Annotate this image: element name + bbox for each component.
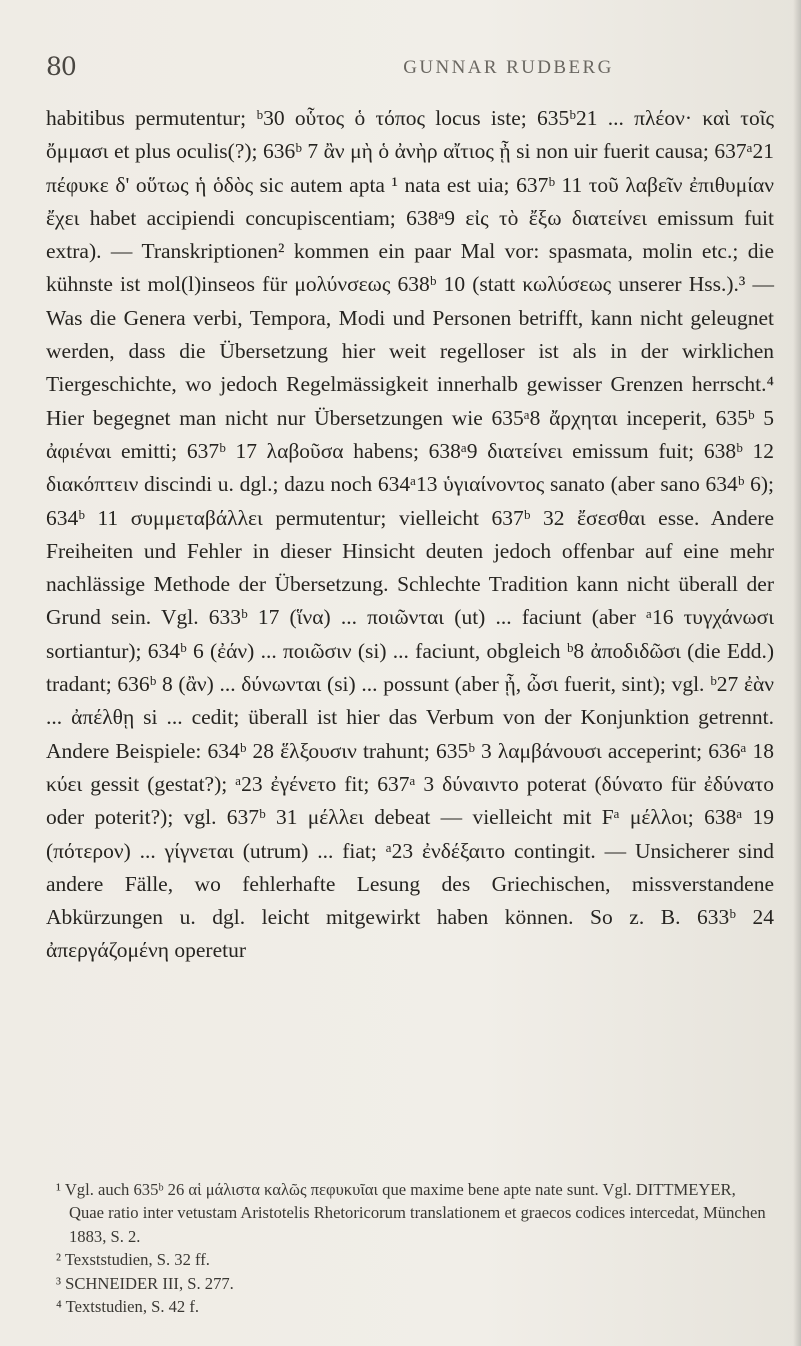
footnotes: [46, 1178, 774, 1318]
footnote-4: ⁴ Textstudien, S. 42 f.: [56, 1297, 200, 1317]
page-header: [46, 52, 771, 92]
footnote-3: ³ SCHNEIDER III, S. 277.: [56, 1273, 234, 1293]
footnote-2: ² Texststudien, S. 32 ff.: [56, 1250, 210, 1270]
main-text: [46, 102, 774, 968]
page-edge-shadow: [793, 0, 801, 1346]
footnote-1: ¹ Vgl. auch 635ᵇ 26 αἱ μάλιστα καλῶς πεφυκυῖαι que maxime bene apte nate sunt. Vgl. DITTMEYER, Quae ratio inter vetustam Aristotelis Rhetoricorum translationem et graecos codices intercedat, München 1883, S. 2.: [56, 1180, 766, 1246]
page-number: 80: [46, 52, 76, 81]
running-title: GUNNAR RUDBERG: [403, 57, 614, 78]
body-paragraph: habitibus permutentur; ᵇ30 οὗτος ὁ τόπος locus iste; 635ᵇ21 ... πλέον· καὶ τοῖς ὄμμασι et plus oculis(?); 636ᵇ 7 ἂν μὴ ὁ ἀνὴρ αἴτιος ᾖ si non uir fuerit causa; 637ᵃ21 πέφυκε δ' οὕτως ἡ ὁδὸς sic autem apta ¹ nata est uia; 637ᵇ 11 τοῦ λαβεῖν ἐπιθυμίαν ἔχει habet accipiendi concupiscentiam; 638ᵃ9 εἰς τὸ ἔξω διατείνει emissum fuit extra). — Transkriptionen² kommen ein paar Mal vor: spasmata, molin etc.; die kühnste ist mol(l)inseos für μολύνσεως 638ᵇ 10 (statt κωλύσεως unserer Hss.).³ — Was die Genera verbi, Tempora, Modi und Personen betrifft, kann nicht geleugnet werden, dass die Übersetzung hier weit regelloser ist als in der wirklichen Tiergeschichte, wo jedoch Regelmässigkeit innerhalb gewisser Grenzen herrscht.⁴ Hier begegnet man nicht nur Übersetzungen wie 635ᵃ8 ἄρχηται inceperit, 635ᵇ 5 ἀφιέναι emitti; 637ᵇ 17 λαβοῦσα habens; 638ᵃ9 διατείνει emissum fuit; 638ᵇ 12 διακόπτειν discindi u. dgl.; dazu noch 634ᵃ13 ὑγιαίνοντος sanato (aber sano 634ᵇ 6); 634ᵇ 11 συμμεταβάλλει permutentur; vielleicht 637ᵇ 32 ἔσεσθαι esse. Andere Freiheiten und Fehler in dieser Hinsicht deuten jedoch offenbar auf eine mehr nachlässige Methode der Übersetzung. Schlechte Tradition kann nicht überall der Grund sein. Vgl. 633ᵇ 17 (ἵνα) ... ποιῶνται (ut) ... faciunt (aber ᵃ16 τυγχάνωσι sortiantur); 634ᵇ 6 (ἐάν) ... ποιῶσιν (si) ... faciunt, obgleich ᵇ8 ἀποδιδῶσι (die Edd.) tradant; 636ᵇ 8 (ἂν) ... δύνωνται (si) ... possunt (aber ᾖ, ὦσι fuerit, sint); vgl. ᵇ27 ἐὰν ... ἀπέλθῃ si ... cedit; überall ist hier das Verbum von der Konjunktion getrennt. Andere Beispiele: 634ᵇ 28 ἕλξουσιν trahunt; 635ᵇ 3 λαμβάνουσι acceperint; 636ᵃ 18 κύει gessit (gestat?); ᵃ23 ἐγένετο fit; 637ᵃ 3 δύναιντο poterat (δύνατο für ἐδύνατο oder poterit?); vgl. 637ᵇ 31 μέλλει debeat — vielleicht mit Fᵃ μέλλοι; 638ᵃ 19 (πότερον) ... γίγνεται (utrum) ... fiat; ᵃ23 ἐνδέξαιτο contingit. — Unsicherer sind andere Fälle, wo fehlerhafte Lesung des Griechischen, missverstandene Abkürzungen u. dgl. leicht mitgewirkt haben können. So z. B. 633ᵇ 24 ἀπεργάζομένη operetur: [46, 106, 774, 963]
